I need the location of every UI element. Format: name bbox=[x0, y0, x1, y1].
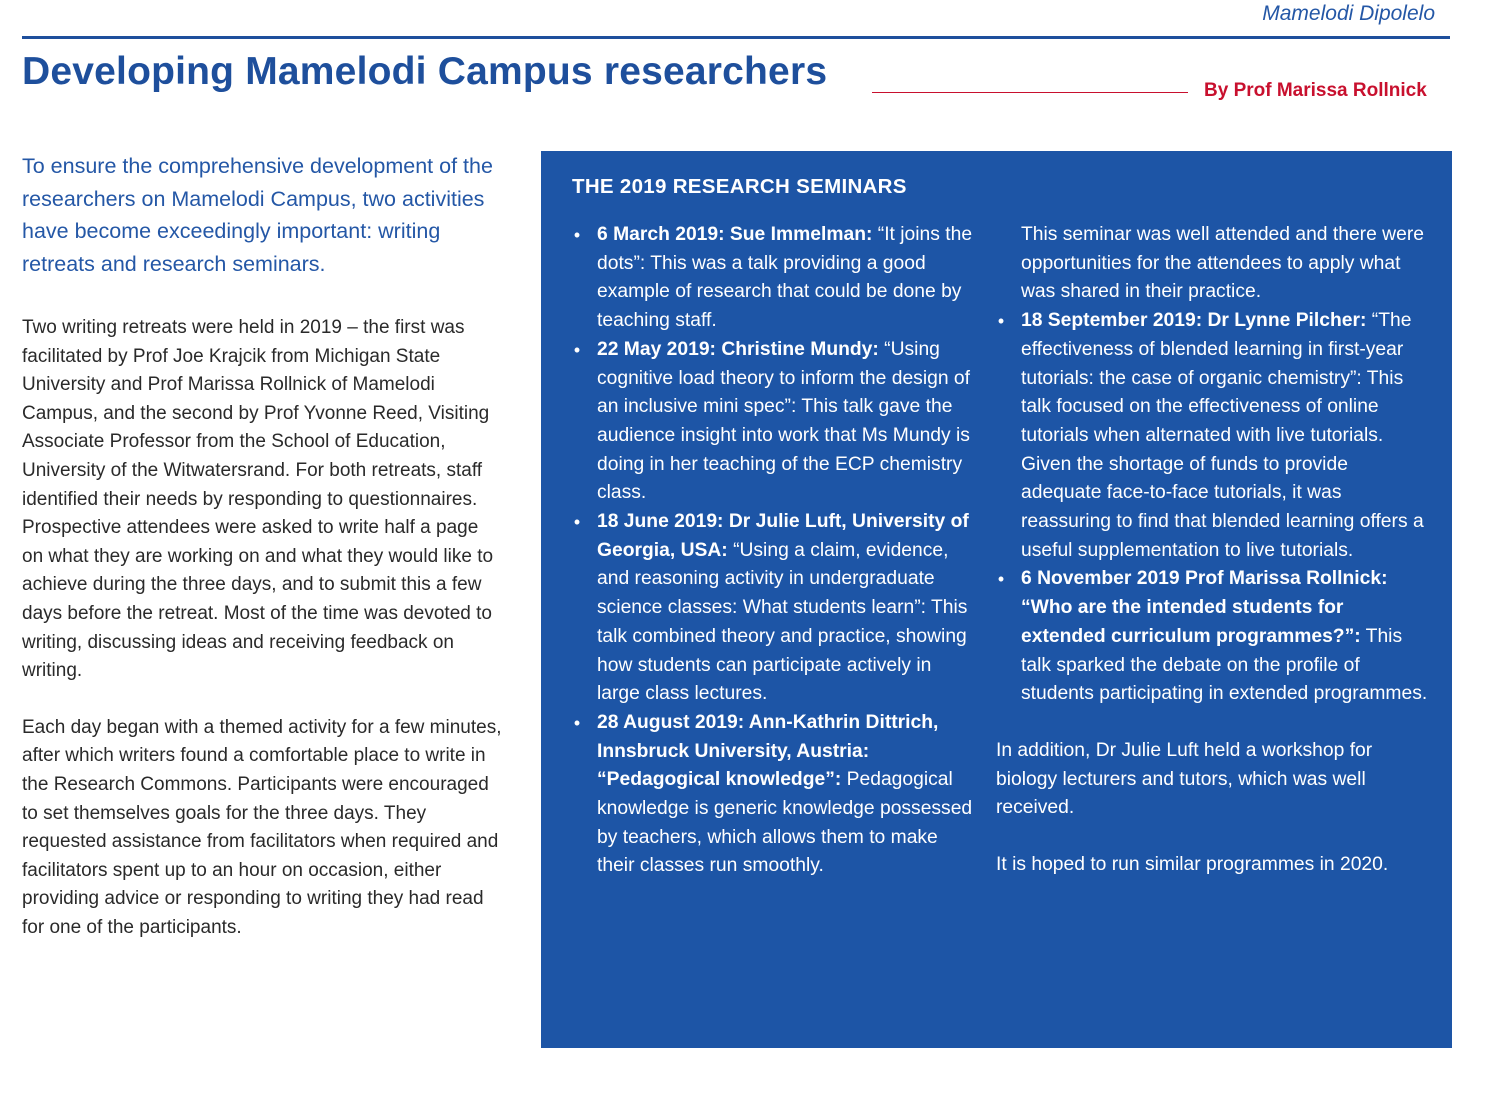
seminar-item bbox=[573, 709, 977, 881]
bullet-icon: • bbox=[997, 569, 1005, 590]
seminar-item bbox=[573, 336, 977, 508]
seminar-title: 28 August 2019: Ann-Kathrin Dittrich, Innsbruck University, Austria: “Pedagogical knowledge”: bbox=[597, 711, 939, 791]
bullet-icon: • bbox=[997, 311, 1005, 332]
panel-column-2 bbox=[996, 221, 1431, 880]
workshop-note: In addition, Dr Julie Luft held a workshop for biology lecturers and tutors, which was well received. bbox=[996, 739, 1373, 819]
seminar-description: “It joins the dots”: This was a talk providing a good example of research that could be done by teaching staff. bbox=[597, 224, 973, 332]
seminar-continued-text: This seminar was well attended and there were opportunities for the attendees to apply what was shared in their practice. bbox=[1021, 224, 1424, 303]
seminar-item bbox=[573, 221, 977, 336]
seminar-description: Pedagogical knowledge is generic knowledge possessed by teachers, which allows them to make their classes run smoothly. bbox=[597, 769, 973, 877]
seminars-panel bbox=[541, 151, 1452, 1048]
seminar-item bbox=[573, 508, 977, 709]
seminar-title: 18 June 2019: Dr Julie Luft, University of Georgia, USA: bbox=[597, 511, 969, 561]
seminar-title: 6 March 2019: Sue Immelman: bbox=[597, 224, 873, 245]
bullet-icon: • bbox=[573, 225, 581, 245]
main-text-column bbox=[22, 150, 502, 942]
seminar-description: “Using a claim, evidence, and reasoning activity in undergraduate science classes: What students learn”: This talk combined theory and practice, showing how students can participate actively in large class lectures. bbox=[597, 539, 968, 705]
seminar-item bbox=[997, 307, 1431, 565]
seminar-description: “Using cognitive load theory to inform the design of an inclusive mini spec”: This talk gave the audience insight into work that Ms Mundy is doing in her teaching of the ECP chemistry class. bbox=[597, 338, 970, 504]
author-byline: By Prof Marissa Rollnick bbox=[1204, 80, 1427, 101]
body-paragraph-daily-activity: Each day began with a themed activity for a few minutes, after which writers found a comfortable place to write in the Research Commons. Participants were encouraged to set themselves goals for the three days. They requested assistance from facilitators when required and facilitators spent up to an hour on occasion, either providing advice or responding to writing they had read for one of the participants. bbox=[22, 716, 502, 938]
seminar-description: “The effectiveness of blended learning in first-year tutorials: the case of organic chemistry”: This talk focused on the effectiveness of online tutorials when alternated with live tutorials. Given the shortage of funds to provide adequate face-to-face tutorials, it was reassuring to find that blended learning offers a useful supplementation to live tutorials. bbox=[1021, 310, 1424, 561]
article-title: Developing Mamelodi Campus researchers bbox=[22, 50, 828, 93]
seminar-title: 22 May 2019: Christine Mundy: bbox=[597, 338, 879, 360]
panel-column-1 bbox=[573, 221, 977, 881]
seminar-description: This talk sparked the debate on the profile of students participating in extended programmes. bbox=[1021, 625, 1428, 705]
bullet-icon: • bbox=[573, 512, 581, 533]
body-paragraph-retreats: Two writing retreats were held in 2019 – the first was facilitated by Prof Joe Krajcik from Michigan State University and Prof Marissa Rollnick of Mamelodi Campus, and the second by Prof Yvonne Reed, Visiting Associate Professor from the School of Education, University of the Witwatersrand. For both retreats, staff identified their needs by responding to questionnaires. Prospective attendees were asked to write half a page on what they are working on and what they would like to achieve during the three days, and to submit this a few days before the retreat. Most of the time was devoted to writing, discussing ideas and receiving feedback on writing. bbox=[22, 317, 494, 682]
running-head: Mamelodi Dipolelo bbox=[1262, 2, 1435, 25]
seminar-title: 6 November 2019 Prof Marissa Rollnick: “Who are the intended students for extended curriculum programmes?”: bbox=[1021, 568, 1388, 647]
intro-paragraph: To ensure the comprehensive development of the researchers on Mamelodi Campus, two activities have become exceedingly important: writing retreats and research seminars. bbox=[22, 154, 493, 276]
byline-rule bbox=[872, 92, 1188, 93]
future-plans-note: It is hoped to run similar programmes in 2020. bbox=[996, 854, 1389, 876]
seminar-item bbox=[997, 565, 1431, 709]
seminar-title: 18 September 2019: Dr Lynne Pilcher: bbox=[1021, 310, 1367, 332]
top-rule bbox=[22, 36, 1450, 39]
bullet-icon: • bbox=[573, 339, 581, 360]
bullet-icon: • bbox=[573, 712, 581, 733]
panel-heading: THE 2019 RESEARCH SEMINARS bbox=[572, 175, 907, 198]
